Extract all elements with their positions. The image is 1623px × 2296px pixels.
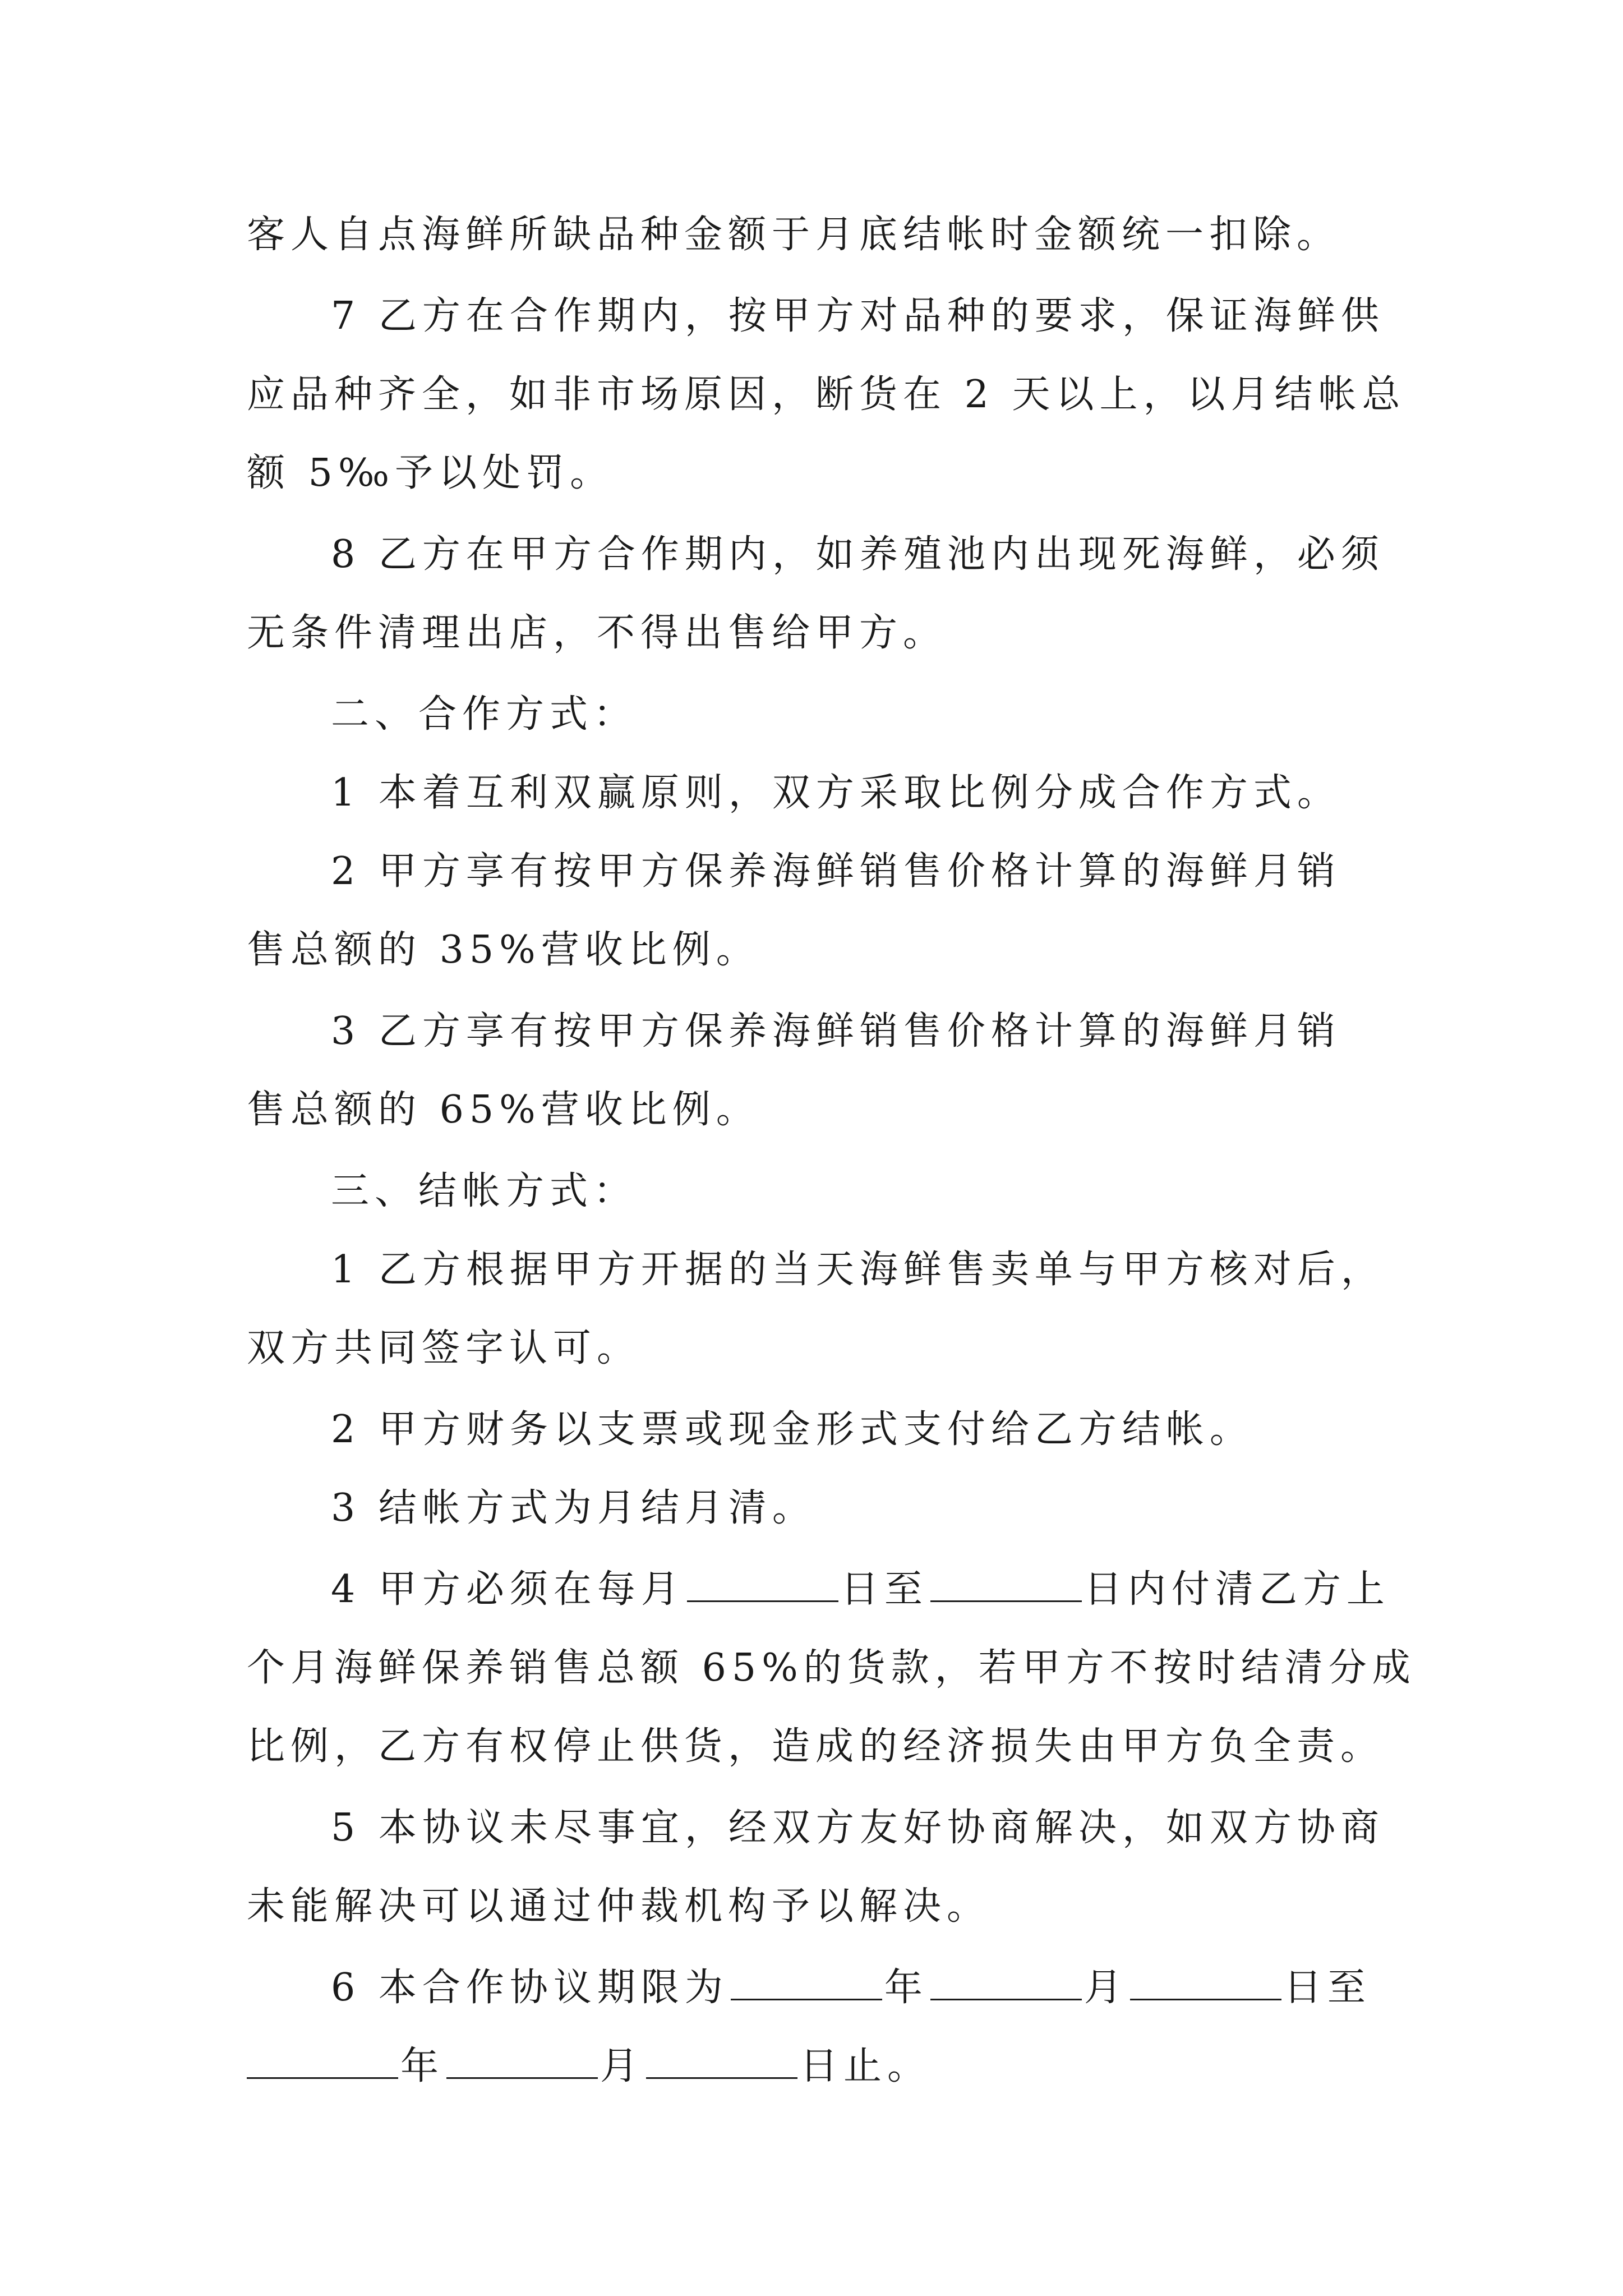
clause-text: 日至 [1283, 1966, 1371, 2010]
clause-text: 6 本合作协议期限为 [331, 1966, 728, 2010]
section-heading-cooperation: 二、合作方式： [331, 692, 638, 737]
clause-7-line-3: 额 5‰予以处罚。 [247, 451, 614, 495]
clause-text: 日至 [840, 1567, 928, 1612]
settlement-clause-5-line-2: 未能解决可以通过仲裁机构予以解决。 [247, 1884, 991, 1929]
settlement-clause-1-line-2: 双方共同签字认可。 [247, 1326, 641, 1370]
clause-text: 年 [400, 2044, 445, 2088]
blank-line-field [446, 2077, 598, 2079]
blank-line-field [1130, 1998, 1281, 2000]
blank-line-field [247, 2077, 398, 2079]
cooperation-clause-2-line-2: 售总额的 35%营收比例。 [247, 928, 760, 972]
clause-text: 日止。 [800, 2044, 932, 2088]
settlement-clause-6-line-1 [331, 1966, 1464, 2010]
blank-line-field [930, 1600, 1082, 1602]
clause-text: 月 [600, 2044, 644, 2088]
settlement-clause-5-line-1: 5 本协议未尽事宜，经双方友好协商解决，如双方协商 [331, 1806, 1385, 1850]
settlement-clause-4-line-3: 比例，乙方有权停止供货，造成的经济损失由甲方负全责。 [247, 1724, 1385, 1769]
clause-text: 年 [884, 1966, 928, 2010]
blank-line-field [731, 1998, 882, 2000]
settlement-clause-3: 3 结帐方式为月结月清。 [331, 1486, 816, 1530]
cooperation-clause-3-line-1: 3 乙方享有按甲方保养海鲜销售价格计算的海鲜月销 [331, 1009, 1341, 1053]
clause-text: 月 [1083, 1966, 1128, 2010]
settlement-clause-4-line-1 [331, 1567, 1464, 1612]
clause-7-line-1: 7 乙方在合作期内，按甲方对品种的要求，保证海鲜供 [331, 294, 1385, 338]
clause-7-line-2: 应品种齐全，如非市场原因，断货在 2 天以上，以月结帐总 [247, 372, 1406, 417]
paragraph-line: 客人自点海鲜所缺品种金额于月底结帐时金额统一扣除。 [247, 213, 1341, 257]
settlement-clause-2: 2 甲方财务以支票或现金形式支付给乙方结帐。 [331, 1407, 1253, 1452]
blank-line-field [646, 2077, 797, 2079]
clause-text: 日内付清乙方上 [1083, 1567, 1390, 1612]
settlement-clause-6-line-2 [247, 2044, 1380, 2088]
settlement-clause-4-line-2: 个月海鲜保养销售总额 65%的货款，若甲方不按时结清分成 [247, 1646, 1416, 1690]
cooperation-clause-3-line-2: 售总额的 65%营收比例。 [247, 1088, 760, 1132]
clause-text: 4 甲方必须在每月 [331, 1567, 685, 1612]
section-heading-settlement: 三、结帐方式： [331, 1169, 638, 1213]
blank-line-field [930, 1998, 1082, 2000]
cooperation-clause-2-line-1: 2 甲方享有按甲方保养海鲜销售价格计算的海鲜月销 [331, 849, 1341, 894]
clause-8-line-2: 无条件清理出店，不得出售给甲方。 [247, 611, 947, 655]
settlement-clause-1-line-1: 1 乙方根据甲方开据的当天海鲜售卖单与甲方核对后， [331, 1248, 1385, 1292]
clause-8-line-1: 8 乙方在甲方合作期内，如养殖池内出现死海鲜，必须 [331, 532, 1385, 577]
blank-line-field [687, 1600, 838, 1602]
cooperation-clause-1: 1 本着互利双赢原则，双方采取比例分成合作方式。 [331, 771, 1341, 815]
